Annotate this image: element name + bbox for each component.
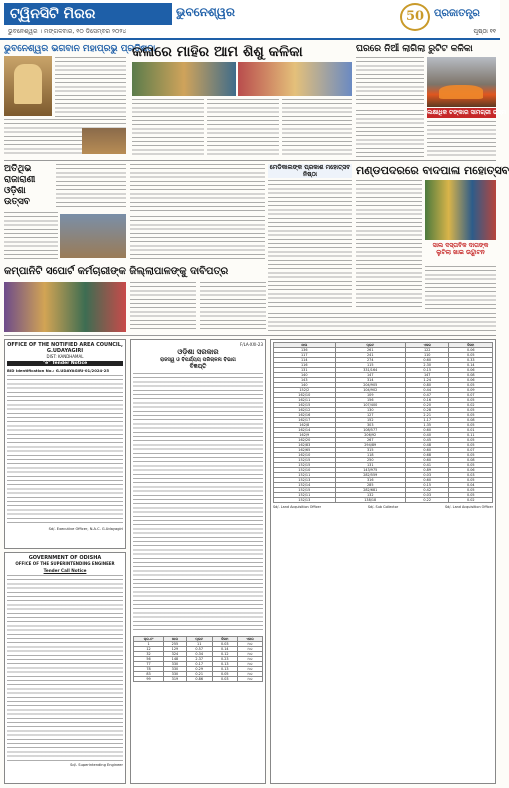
festival-photo bbox=[425, 180, 496, 240]
land-table-cell: 143 bbox=[274, 378, 336, 383]
revenue-table-row bbox=[134, 677, 263, 682]
notice-engineer-title: GOVERNMENT OF ODISHA bbox=[28, 555, 102, 561]
story-workers-body-1 bbox=[130, 282, 196, 332]
land-table-cell: 261 bbox=[335, 348, 405, 353]
notice-land-table bbox=[273, 342, 493, 503]
land-table-cell: 152/13 bbox=[274, 478, 336, 483]
land-table-cell: 162/14 bbox=[274, 428, 336, 433]
land-table-column-header: କିସମ bbox=[449, 343, 493, 348]
story-left-mid-headline: ଅତିଥିଭ ରାଜାରାଣୀ ଓଡ଼ିଶା ଉତ୍ସବ bbox=[4, 164, 36, 207]
revenue-table-cell: 32 bbox=[134, 652, 164, 657]
land-table-cell: 152/13 bbox=[274, 498, 336, 503]
land-table-cell: 143/975 bbox=[335, 468, 405, 473]
story-workers-headline: କମ୍ପାନିଟି ସପୋର୍ଟ କର୍ମଚାରୀଙ୍କ ଜିଲ୍ଲାପାଳଙ୍କୁ ଦାବିପତ୍ର bbox=[4, 266, 229, 277]
revenue-table-cell: 0.14 bbox=[212, 647, 237, 652]
land-table-cell: 107/400 bbox=[335, 403, 405, 408]
land-table-column-header: ଏକର bbox=[405, 343, 449, 348]
land-table-cell: 130 bbox=[335, 408, 405, 413]
land-table-cell: 0.06 bbox=[449, 468, 493, 473]
land-table-cell: 0.05 bbox=[449, 408, 493, 413]
story-kids-body-3 bbox=[282, 99, 352, 157]
revenue-table-cell: ଅଳ bbox=[237, 642, 262, 647]
dateline: ଭୁବନେଶ୍ୱର । ମଙ୍ଗଳବାର, ୧୦ ଡିସେମ୍ବର ୨୦୨୪ bbox=[8, 28, 127, 35]
land-table-cell: 0.03 bbox=[449, 473, 493, 478]
revenue-table-cell: ଅଳ bbox=[237, 662, 262, 667]
divider-2 bbox=[4, 335, 496, 336]
land-table-cell: 0.60 bbox=[405, 448, 449, 453]
story-award-headline: ସାଲ ଦସ୍ତାବିକ ଦାତାଙ୍କ ଲୁଟିଲା ଖାଇ ଉଦ୍ଘାଟନ bbox=[432, 242, 489, 256]
story-fire-body-2 bbox=[356, 110, 424, 157]
land-table-cell: 162/10 bbox=[274, 393, 336, 398]
revenue-table-cell: 330 bbox=[164, 672, 187, 677]
land-table-cell: 162/11 bbox=[274, 398, 336, 403]
divider bbox=[4, 160, 496, 161]
notice-nac-bid: BID Identification No.: G.UDAYAGIRI-01/2024-25 bbox=[7, 368, 109, 373]
revenue-table-column-header: କ୍ର.ନଂ bbox=[134, 637, 164, 642]
land-table-cell: 0.40 bbox=[405, 433, 449, 438]
paper-name: ପ୍ରଜାତନ୍ତ୍ର bbox=[434, 8, 480, 19]
notice-land-sign-1: Sd/- Land Acquisition Officer bbox=[273, 505, 322, 509]
land-table-cell: 1.24 bbox=[405, 378, 449, 383]
story-fire-headline: ଘରରେ ନିଆଁ ଲାଗିଲା ରୁଟିଟ କଳିକା bbox=[356, 44, 473, 54]
land-table-cell: 294/89 bbox=[335, 443, 405, 448]
land-table-cell: 147 bbox=[335, 373, 405, 378]
land-table-cell: 0.05 bbox=[449, 398, 493, 403]
land-table-cell: 127 bbox=[335, 413, 405, 418]
story-kids-body-1 bbox=[132, 99, 204, 157]
land-table-cell: 316 bbox=[335, 478, 405, 483]
land-table-cell: 0.28 bbox=[405, 408, 449, 413]
land-table-cell: 110 bbox=[405, 353, 449, 358]
temple-photo-2 bbox=[82, 128, 126, 154]
revenue-table-cell: 0.34 bbox=[186, 652, 212, 657]
land-table-cell: 0.05 bbox=[449, 413, 493, 418]
land-table-cell: 0.04 bbox=[449, 483, 493, 488]
land-table-cell: 0.44 bbox=[405, 388, 449, 393]
land-table-cell: 0.05 bbox=[449, 463, 493, 468]
land-table-cell: 152/2 bbox=[274, 388, 336, 393]
revenue-table-cell: 0.05 bbox=[212, 672, 237, 677]
land-table-cell: 162/15 bbox=[274, 403, 336, 408]
revenue-table-cell: 0.03 bbox=[212, 677, 237, 682]
revenue-table-cell: 129 bbox=[164, 647, 187, 652]
revenue-table-cell: ଅଳ bbox=[237, 677, 262, 682]
revenue-table-cell: 12 bbox=[134, 647, 164, 652]
notice-nac-sign: Sd/- Executive Officer, N.A.C. G.Udayagiri bbox=[48, 527, 123, 531]
land-table-cell: 162/12 bbox=[274, 408, 336, 413]
land-table-cell: 303 bbox=[335, 423, 405, 428]
land-table-cell: 0.08 bbox=[449, 373, 493, 378]
land-table-cell: 274 bbox=[335, 358, 405, 363]
kids-photo-1 bbox=[132, 62, 236, 96]
anniversary-logo: 50 bbox=[400, 3, 430, 31]
land-table-cell: 0.15 bbox=[405, 368, 449, 373]
revenue-table-column-header: ଏକର bbox=[237, 637, 262, 642]
notice-engineer-sub: Tender Call Notice bbox=[43, 568, 87, 573]
land-table-cell: 1.35 bbox=[405, 423, 449, 428]
land-table-cell: 0.16 bbox=[405, 398, 449, 403]
revenue-table-cell: ଅଳ bbox=[237, 672, 262, 677]
workers-photo-left bbox=[60, 214, 126, 258]
land-table-cell: 2.30 bbox=[405, 363, 449, 368]
land-table-cell: 162/16 bbox=[274, 413, 336, 418]
section-brand: ଟ୍ୱିନସିଟି ମିରର bbox=[4, 3, 172, 25]
temple-photo bbox=[4, 56, 52, 116]
land-table-cell: 0.07 bbox=[449, 448, 493, 453]
revenue-table-cell: ଅଳ bbox=[237, 667, 262, 672]
revenue-table-cell: 330 bbox=[164, 662, 187, 667]
land-table-cell: 162/9 bbox=[274, 433, 336, 438]
revenue-table-cell: ଅଳ bbox=[237, 657, 262, 662]
land-table-cell: 147 bbox=[405, 373, 449, 378]
land-table-cell: 116 bbox=[274, 363, 336, 368]
notice-engineer-sign: Sd/- Superintending Engineer bbox=[70, 763, 123, 767]
story-festival-headline: ମଣ୍ଡପଦରରେ ବାଦପାଳା ମହୋତ୍ସବ bbox=[356, 164, 509, 177]
notice-land-sign-3: Sd/- Land Acquisition Officer bbox=[444, 505, 493, 509]
revenue-table-column-header: ପ୍ଲଟ bbox=[186, 637, 212, 642]
revenue-table-cell: 0.21 bbox=[186, 672, 212, 677]
story-fire-body-3 bbox=[427, 121, 496, 157]
revenue-table-cell: 319 bbox=[164, 677, 187, 682]
notice-revenue-govt: ଓଡ଼ିଶା ସରକାର bbox=[177, 347, 219, 356]
revenue-table-cell: 99 bbox=[134, 677, 164, 682]
notice-land-signatures bbox=[273, 505, 493, 509]
land-table-cell: 0.41 bbox=[405, 463, 449, 468]
land-table-cell: 315 bbox=[335, 448, 405, 453]
revenue-table-column-header: ଖାତା bbox=[164, 637, 187, 642]
land-table-cell: 138/18 bbox=[335, 498, 405, 503]
fire-caption: ଲକ୍ଷାଧିକ ଟଙ୍କାର ସାମଗ୍ରୀ ଭସ୍ମ bbox=[427, 109, 507, 116]
land-table-cell: 162/8 bbox=[274, 423, 336, 428]
land-table-cell: 162/65 bbox=[274, 448, 336, 453]
land-table-cell: 118 bbox=[335, 453, 405, 458]
land-table-cell: 0.08 bbox=[449, 418, 493, 423]
land-table-cell: 0.11 bbox=[449, 433, 493, 438]
land-table-cell: 206/92 bbox=[335, 433, 405, 438]
land-table-cell: 0.45 bbox=[405, 438, 449, 443]
land-table-column-header: ଖାତା bbox=[274, 343, 336, 348]
land-table-cell: 152/15 bbox=[274, 488, 336, 493]
revenue-table-column-header: କିସମ bbox=[212, 637, 237, 642]
land-table-cell: 241 bbox=[335, 353, 405, 358]
land-table-cell: 0.42 bbox=[405, 488, 449, 493]
land-table-cell: 0.48 bbox=[405, 443, 449, 448]
story-workers-body-2 bbox=[200, 282, 266, 332]
revenue-table-cell: 77 bbox=[134, 662, 164, 667]
land-table-cell: 0.68 bbox=[405, 453, 449, 458]
land-table-cell: 131 bbox=[335, 463, 405, 468]
story-temple-body bbox=[55, 57, 126, 117]
land-table-cell: 0.02 bbox=[449, 403, 493, 408]
revenue-table-cell: 330 bbox=[164, 667, 187, 672]
land-table-cell: 0.05 bbox=[449, 423, 493, 428]
land-table-cell: 1.17 bbox=[405, 418, 449, 423]
revenue-table-cell: 148 bbox=[164, 657, 187, 662]
revenue-table-cell: 0.57 bbox=[186, 647, 212, 652]
land-table-cell: 152/14 bbox=[274, 483, 336, 488]
revenue-table-cell: ଅଳ bbox=[237, 652, 262, 657]
masthead bbox=[0, 0, 500, 40]
revenue-table-cell: 1 bbox=[134, 642, 164, 647]
land-table-cell: 104/902 bbox=[335, 388, 405, 393]
revenue-table-cell: 0.12 bbox=[212, 652, 237, 657]
notice-revenue bbox=[130, 339, 266, 784]
notice-land-schedule bbox=[270, 339, 496, 784]
revenue-table-cell: 56 bbox=[134, 657, 164, 662]
revenue-table-cell: 2.37 bbox=[186, 657, 212, 662]
land-table-cell: 0.08 bbox=[449, 458, 493, 463]
land-table-cell: 162/10 bbox=[274, 453, 336, 458]
land-table-cell: 204/905 bbox=[335, 383, 405, 388]
land-table-cell: 282/681 bbox=[335, 488, 405, 493]
land-table-cell: 162/17 bbox=[274, 418, 336, 423]
revenue-table-cell: ଅଳ bbox=[237, 647, 262, 652]
notice-nac bbox=[4, 339, 126, 549]
notice-engineer-office: OFFICE OF THE SUPERINTENDING ENGINEER bbox=[15, 561, 115, 566]
land-table-cell: 0.47 bbox=[405, 393, 449, 398]
land-table-cell: 0.22 bbox=[405, 498, 449, 503]
notice-revenue-body bbox=[133, 373, 263, 633]
land-table-cell: 0.03 bbox=[405, 493, 449, 498]
story-left-mid-body-2 bbox=[4, 212, 58, 262]
land-table-cell: 267 bbox=[335, 438, 405, 443]
story-festival-body-2 bbox=[356, 243, 422, 310]
land-table-cell: 152/15 bbox=[274, 463, 336, 468]
land-table-cell: 131 bbox=[274, 368, 336, 373]
revenue-table-cell: 0.17 bbox=[186, 662, 212, 667]
land-table-cell: 136 bbox=[274, 348, 336, 353]
land-table-cell: 162/83 bbox=[274, 443, 336, 448]
story-fire-body-1 bbox=[356, 57, 424, 107]
story-temple-headline: ଭୁବନେଶ୍ୱର ଭଗବାନ ମହାପ୍ରଭୁ ପ୍ରତିଷ୍ଠା bbox=[4, 44, 156, 54]
revenue-table-cell: 0.23 bbox=[212, 657, 237, 662]
land-table-cell: 0.03 bbox=[405, 473, 449, 478]
revenue-table-cell: 255 bbox=[164, 642, 187, 647]
land-table-cell: 0.89 bbox=[405, 468, 449, 473]
revenue-table-cell: 0.03 bbox=[212, 642, 237, 647]
story-bottom-strip bbox=[268, 313, 496, 332]
land-table-cell: 0.01 bbox=[449, 428, 493, 433]
land-table-cell: 0.05 bbox=[449, 493, 493, 498]
land-table-cell: 114 bbox=[274, 358, 336, 363]
land-table-cell: 152 bbox=[335, 418, 405, 423]
notice-revenue-table bbox=[133, 636, 263, 682]
revenue-table-cell: 0.13 bbox=[212, 662, 237, 667]
page-number: ପୃଷ୍ଠା ୧୧ bbox=[473, 28, 496, 35]
land-table-cell: 0.05 bbox=[449, 488, 493, 493]
story-school-headline: ମେଡିକାଲଙ୍କ ପ୍ରକାଶ ମହୋତ୍ସବ ନିଷ୍ଠା bbox=[269, 164, 351, 178]
land-table-cell: 2.21 bbox=[405, 413, 449, 418]
land-table-cell: 0.33 bbox=[449, 358, 493, 363]
story-kids-body-2 bbox=[207, 99, 279, 157]
land-table-cell: 250 bbox=[335, 458, 405, 463]
land-table-cell: 0.80 bbox=[405, 383, 449, 388]
land-table-cell: 0.05 bbox=[449, 443, 493, 448]
land-table-cell: 162/20 bbox=[274, 438, 336, 443]
land-table-cell: 0.15 bbox=[405, 483, 449, 488]
land-table-cell: 0.14 bbox=[449, 363, 493, 368]
land-table-cell: 0.05 bbox=[449, 453, 493, 458]
revenue-table-cell: 83 bbox=[134, 672, 164, 677]
notice-nac-type: "e" Tender Notice bbox=[7, 361, 123, 366]
land-table-cell: 0.60 bbox=[405, 358, 449, 363]
land-table-row bbox=[274, 498, 493, 503]
land-table-cell: 282/559 bbox=[335, 473, 405, 478]
story-award-body bbox=[425, 266, 496, 310]
land-table-cell: 0.60 bbox=[405, 428, 449, 433]
notice-revenue-dept: ରାଜସ୍ୱ ଓ ବିପର୍ଯ୍ୟୟ ପରିଚାଳନା ବିଭାଗ bbox=[160, 357, 236, 363]
story-festival-body-1 bbox=[356, 180, 422, 240]
land-table-cell: 140 bbox=[274, 383, 336, 388]
land-table-cell: 152/10 bbox=[274, 468, 336, 473]
revenue-table-cell: 0.86 bbox=[186, 677, 212, 682]
land-table-cell: 156 bbox=[335, 398, 405, 403]
land-table-cell: 152/11 bbox=[274, 473, 336, 478]
story-left-mid-body bbox=[56, 164, 126, 210]
land-table-cell: 0.60 bbox=[405, 458, 449, 463]
land-table-cell: 0.05 bbox=[449, 438, 493, 443]
story-school-body-2 bbox=[268, 180, 352, 310]
land-table-cell: 117 bbox=[274, 353, 336, 358]
story-kids-headline: କଳାରେ ମାହିର ଆମ ଶିଶୁ କଳିକା bbox=[132, 44, 303, 60]
fire-photo bbox=[427, 57, 496, 107]
land-table-cell: 122 bbox=[405, 348, 449, 353]
land-table-cell: 0.06 bbox=[449, 348, 493, 353]
revenue-table-cell: 0.13 bbox=[212, 667, 237, 672]
workers-photo bbox=[4, 282, 126, 332]
land-table-cell: 0.05 bbox=[449, 383, 493, 388]
land-table-cell: 115 bbox=[335, 363, 405, 368]
land-table-column-header: ପ୍ଲଟ bbox=[335, 343, 405, 348]
notice-revenue-ref: F/LA-XXI-23 bbox=[239, 342, 263, 347]
notice-nac-body bbox=[7, 375, 123, 525]
land-table-cell: 0.06 bbox=[449, 378, 493, 383]
notice-revenue-doc: ବିଜ୍ଞପ୍ତି bbox=[189, 363, 207, 370]
revenue-table-cell: 11 bbox=[186, 642, 212, 647]
land-table-cell: 331/164 bbox=[335, 368, 405, 373]
land-table-cell: 109 bbox=[335, 393, 405, 398]
land-table-cell: 285 bbox=[335, 483, 405, 488]
land-table-cell: 152/11 bbox=[274, 493, 336, 498]
story-school-body-1 bbox=[130, 164, 265, 212]
land-table-cell: 0.07 bbox=[449, 393, 493, 398]
land-table-cell: 0.05 bbox=[449, 353, 493, 358]
notice-nac-district: DIST: KANDHAMAL bbox=[46, 354, 84, 359]
revenue-table-cell: 0.29 bbox=[186, 667, 212, 672]
notice-nac-title: OFFICE OF THE NOTIFIED AREA COUNCIL, G.UDAYAGIRI bbox=[7, 342, 123, 354]
kids-photo-2 bbox=[238, 62, 352, 96]
land-table-cell: 0.60 bbox=[405, 478, 449, 483]
land-table-cell: 0.06 bbox=[449, 368, 493, 373]
land-table-cell: 0.09 bbox=[449, 388, 493, 393]
land-table-cell: 140 bbox=[274, 373, 336, 378]
revenue-table-cell: 324 bbox=[164, 652, 187, 657]
revenue-table-cell: 78 bbox=[134, 667, 164, 672]
story-workers-body-top bbox=[130, 216, 265, 262]
section-city: ଭୁବନେଶ୍ୱର bbox=[176, 5, 235, 19]
land-table-cell: 0.05 bbox=[449, 478, 493, 483]
land-table-cell: 0.20 bbox=[405, 403, 449, 408]
land-table-cell: 314 bbox=[335, 378, 405, 383]
land-table-cell: 108/577 bbox=[335, 428, 405, 433]
land-table-cell: 152/15 bbox=[274, 458, 336, 463]
notice-engineer bbox=[4, 552, 126, 784]
notice-engineer-body bbox=[7, 575, 123, 761]
notice-land-sign-2: Sd/- Sub Collector bbox=[367, 505, 399, 509]
land-table-cell: 132 bbox=[335, 493, 405, 498]
land-table-cell: 0.02 bbox=[449, 498, 493, 503]
